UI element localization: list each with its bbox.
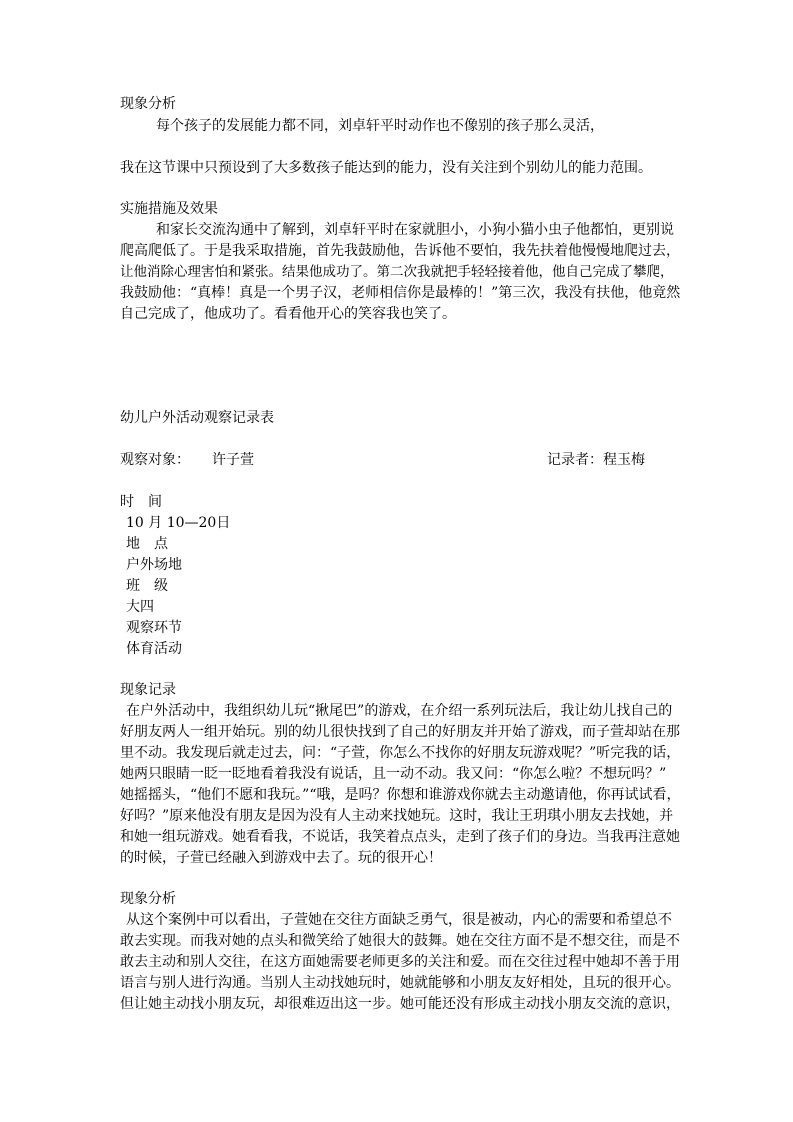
- field-label-session: 观察环节: [126, 620, 182, 636]
- form-title: 幼儿户外活动观察记录表: [120, 410, 274, 426]
- paragraph-line: 从这个案例中可以看出，子萱她在交往方面缺乏勇气，很是被动，内心的需要和希望总不: [126, 912, 672, 928]
- paragraph-line: 和她一组玩游戏。她看看我，不说话，我笑着点点头，走到了孩子们的身边。当我再注意她: [120, 829, 680, 845]
- field-value-session: 体育活动: [126, 641, 182, 657]
- paragraph-line: 她摇摇头，“他们不愿和我玩。”“哦，是吗？你想和谁游戏你就去主动邀请他，你再试试看，: [120, 787, 681, 803]
- paragraph-line: 语言与别人进行沟通。当别人主动找她玩时，她就能够和小朋友友好相处，且玩的很开心。: [120, 975, 680, 991]
- paragraph-line: 好朋友两人一组开始玩。别的幼儿很快找到了自己的好朋友并开始了游戏，而子萱却站在那: [120, 724, 680, 740]
- heading-phenomenon-analysis: 现象分析: [120, 96, 176, 112]
- observe-label: 观察对象：: [120, 452, 190, 468]
- paragraph-line: 敢去主动和别人交往，在这方面她需要老师更多的关注和爱。而在交往过程中她却不善于用: [120, 954, 680, 970]
- paragraph-line: 里不动。我发现后就走过去，问：“子萱，你怎么不找你的好朋友玩游戏呢？”听完我的话，: [120, 745, 681, 761]
- recorder-label: 记录者：程玉梅: [547, 452, 645, 468]
- paragraph-line: 她两只眼睛一眨一眨地看着我没有说话，且一动不动。我又问：“你怎么啦？不想玩吗？”: [120, 766, 667, 782]
- field-value-class: 大四: [126, 599, 154, 615]
- field-value-time: 10 月 10—20日: [126, 515, 231, 531]
- paragraph-text: 我在这节课中只预设到了大多数孩子能达到的能力，没有关注到个别幼儿的能力范围。: [120, 160, 652, 176]
- heading-measures-effects: 实施措施及效果: [120, 201, 218, 217]
- paragraph-line: 和家长交流沟通中了解到，刘卓轩平时在家就胆小，小狗小猫小虫子他都怕，更别说: [156, 222, 674, 238]
- paragraph-line: 敢去实现。而我对她的点头和微笑给了她很大的鼓舞。她在交往方面不是不想交往，而是不: [120, 933, 680, 949]
- paragraph-line: 但让她主动找小朋友玩，却很难迈出这一步。她可能还没有形成主动找小朋友交流的意识，: [120, 996, 680, 1012]
- paragraph-line: 爬高爬低了。于是我采取措施，首先我鼓励他，告诉他不要怕，我先扶着他慢慢地爬过去，: [120, 243, 680, 259]
- heading-phenomenon-record: 现象记录: [120, 682, 176, 698]
- field-label-place: 地 点: [126, 536, 168, 552]
- paragraph-text: 每个孩子的发展能力都不同，刘卓轩平时动作也不像别的孩子那么灵活，: [156, 118, 604, 134]
- paragraph-line: 自己完成了，他成功了。看看他开心的笑容我也笑了。: [120, 306, 456, 322]
- field-label-class: 班 级: [126, 578, 168, 594]
- paragraph-line: 好吗？”原来他没有朋友是因为没有人主动来找她玩。这时，我让王玥琪小朋友去找她，并: [120, 808, 674, 824]
- heading-phenomenon-analysis-2: 现象分析: [120, 891, 176, 907]
- observe-value: 许子萱: [212, 452, 254, 468]
- paragraph-line: 的时候，子萱已经融入到游戏中去了。玩的很开心！: [120, 850, 442, 866]
- field-label-time: 时 间: [120, 494, 162, 510]
- paragraph-line: 让他消除心理害怕和紧张。结果他成功了。第二次我就把手轻轻接着他，他自己完成了攀爬，: [120, 264, 674, 280]
- field-value-place: 户外场地: [126, 557, 182, 573]
- paragraph-line: 在户外活动中，我组织幼儿玩“揪尾巴”的游戏，在介绍一系列玩法后，我让幼儿找自己的: [126, 703, 673, 719]
- paragraph-line: 我鼓励他：“真棒！真是一个男子汉，老师相信你是最棒的！”第三次，我没有扶他，他竟然: [120, 285, 681, 301]
